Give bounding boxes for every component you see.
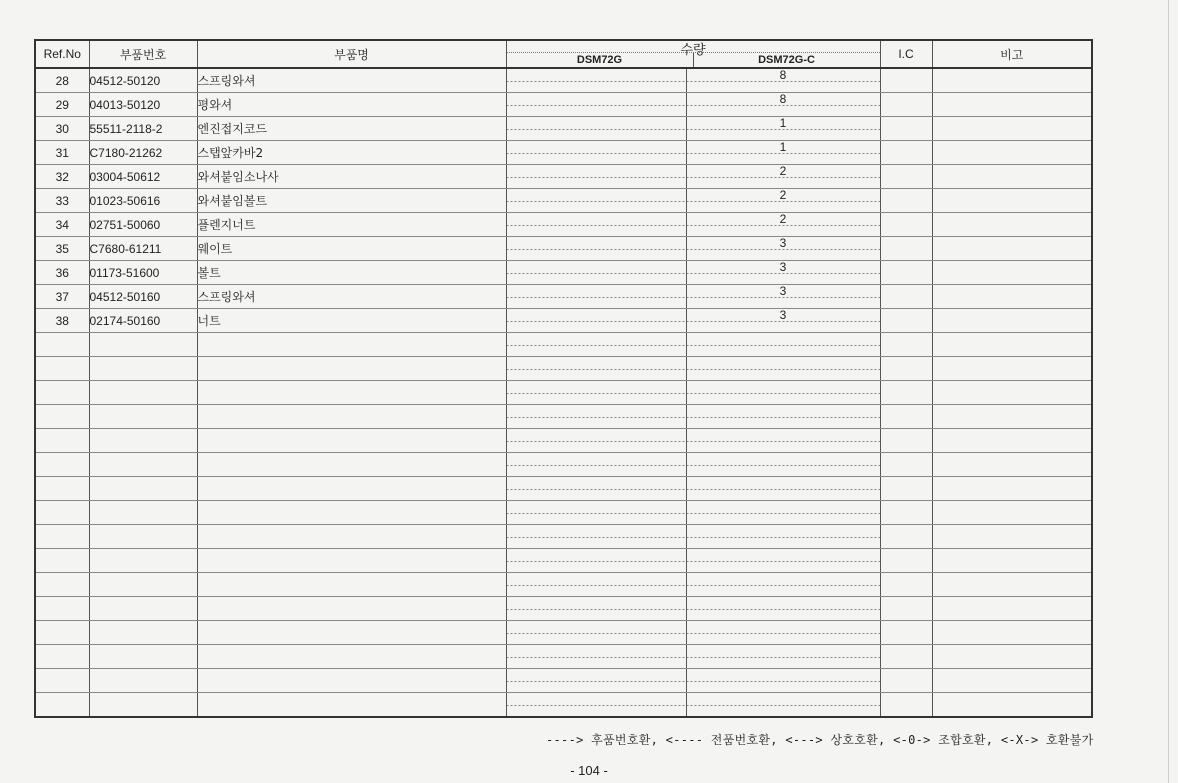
cell-note — [932, 549, 1092, 573]
cell-qty-dsm72g — [506, 429, 686, 453]
cell-ic — [880, 309, 932, 333]
cell-qty-dsm72g — [506, 213, 686, 237]
cell-ref-no: 32 — [35, 165, 89, 189]
cell-qty-dsm72g — [506, 573, 686, 597]
cell-qty-dsm72g — [506, 501, 686, 525]
cell-part-name — [197, 501, 506, 525]
table-row — [35, 693, 1092, 718]
cell-qty-dsm72g-c: 1 — [686, 117, 880, 141]
cell-ref-no — [35, 453, 89, 477]
cell-part-name: 스프링와셔 — [197, 285, 506, 309]
header-quantity-models — [507, 52, 880, 67]
table-row — [35, 405, 1092, 429]
cell-part-number — [89, 549, 197, 573]
cell-ic — [880, 429, 932, 453]
cell-part-name — [197, 525, 506, 549]
cell-qty-dsm72g-c: 3 — [686, 237, 880, 261]
table-row — [35, 261, 1092, 285]
cell-ic — [880, 669, 932, 693]
cell-part-number: C7180-21262 — [89, 141, 197, 165]
cell-part-number: 02751-50060 — [89, 213, 197, 237]
cell-ref-no: 36 — [35, 261, 89, 285]
table-row — [35, 669, 1092, 693]
cell-ic — [880, 357, 932, 381]
cell-qty-dsm72g — [506, 597, 686, 621]
cell-ref-no: 31 — [35, 141, 89, 165]
cell-note — [932, 93, 1092, 117]
header-quantity — [506, 40, 880, 68]
cell-note — [932, 165, 1092, 189]
cell-qty-dsm72g-c — [686, 381, 880, 405]
cell-note — [932, 573, 1092, 597]
cell-qty-dsm72g — [506, 165, 686, 189]
cell-ic — [880, 693, 932, 718]
cell-note — [932, 189, 1092, 213]
cell-ref-no: 28 — [35, 68, 89, 93]
cell-part-name: 웨이트 — [197, 237, 506, 261]
cell-part-name: 와셔붙임볼트 — [197, 189, 506, 213]
cell-ic — [880, 165, 932, 189]
cell-ic — [880, 68, 932, 93]
cell-part-name: 너트 — [197, 309, 506, 333]
cell-qty-dsm72g-c — [686, 429, 880, 453]
cell-part-number — [89, 597, 197, 621]
table-row — [35, 285, 1092, 309]
cell-ref-no — [35, 333, 89, 357]
table-row — [35, 213, 1092, 237]
cell-qty-dsm72g-c: 2 — [686, 213, 880, 237]
cell-ref-no — [35, 405, 89, 429]
cell-part-number — [89, 573, 197, 597]
cell-ref-no — [35, 597, 89, 621]
cell-ic — [880, 237, 932, 261]
cell-ref-no — [35, 621, 89, 645]
cell-ic — [880, 381, 932, 405]
table-row — [35, 597, 1092, 621]
cell-qty-dsm72g — [506, 261, 686, 285]
cell-ref-no — [35, 501, 89, 525]
cell-part-name — [197, 597, 506, 621]
cell-part-number: 02174-50160 — [89, 309, 197, 333]
cell-qty-dsm72g-c: 8 — [686, 93, 880, 117]
cell-qty-dsm72g-c — [686, 453, 880, 477]
cell-ic — [880, 453, 932, 477]
cell-part-number — [89, 429, 197, 453]
table-row — [35, 333, 1092, 357]
cell-part-name — [197, 381, 506, 405]
cell-note — [932, 669, 1092, 693]
cell-qty-dsm72g-c — [686, 669, 880, 693]
cell-qty-dsm72g-c: 8 — [686, 68, 880, 93]
table-row — [35, 93, 1092, 117]
cell-qty-dsm72g-c — [686, 333, 880, 357]
cell-ref-no: 33 — [35, 189, 89, 213]
table-row — [35, 165, 1092, 189]
cell-note — [932, 621, 1092, 645]
header-quantity-label: 수량 — [680, 43, 706, 58]
table-row — [35, 501, 1092, 525]
cell-ic — [880, 549, 932, 573]
cell-note — [932, 501, 1092, 525]
table-row — [35, 141, 1092, 165]
cell-note — [932, 381, 1092, 405]
cell-qty-dsm72g — [506, 693, 686, 718]
table-row — [35, 621, 1092, 645]
cell-note — [932, 645, 1092, 669]
cell-note — [932, 453, 1092, 477]
cell-ref-no: 35 — [35, 237, 89, 261]
header-model-dsm72g-c: DSM72G-C — [693, 53, 880, 67]
cell-part-number — [89, 453, 197, 477]
cell-ic — [880, 117, 932, 141]
cell-qty-dsm72g — [506, 333, 686, 357]
cell-part-name: 플렌지너트 — [197, 213, 506, 237]
cell-ref-no: 29 — [35, 93, 89, 117]
table-row — [35, 357, 1092, 381]
cell-qty-dsm72g — [506, 549, 686, 573]
cell-part-number — [89, 693, 197, 718]
table-row — [35, 645, 1092, 669]
cell-note — [932, 429, 1092, 453]
header-model-dsm72g: DSM72G — [576, 54, 623, 66]
cell-ic — [880, 525, 932, 549]
cell-note — [932, 405, 1092, 429]
cell-qty-dsm72g-c — [686, 573, 880, 597]
cell-ic — [880, 405, 932, 429]
cell-ic — [880, 573, 932, 597]
cell-qty-dsm72g-c — [686, 621, 880, 645]
cell-part-name — [197, 693, 506, 718]
cell-qty-dsm72g-c — [686, 477, 880, 501]
table-row — [35, 429, 1092, 453]
table-header-row — [35, 40, 1092, 68]
table-row — [35, 117, 1092, 141]
cell-ref-no — [35, 549, 89, 573]
cell-part-name — [197, 621, 506, 645]
cell-qty-dsm72g — [506, 93, 686, 117]
table-row — [35, 477, 1092, 501]
cell-part-number — [89, 525, 197, 549]
cell-qty-dsm72g-c: 2 — [686, 165, 880, 189]
page-edge-line — [1168, 0, 1169, 783]
cell-part-number — [89, 405, 197, 429]
cell-qty-dsm72g-c — [686, 501, 880, 525]
table-row — [35, 573, 1092, 597]
cell-ic — [880, 645, 932, 669]
table-row — [35, 549, 1092, 573]
cell-part-number — [89, 477, 197, 501]
cell-ic — [880, 501, 932, 525]
cell-qty-dsm72g-c — [686, 525, 880, 549]
cell-note — [932, 261, 1092, 285]
cell-qty-dsm72g — [506, 237, 686, 261]
cell-ic — [880, 213, 932, 237]
cell-note — [932, 333, 1092, 357]
cell-qty-dsm72g — [506, 381, 686, 405]
cell-qty-dsm72g — [506, 117, 686, 141]
cell-part-number — [89, 669, 197, 693]
cell-ic — [880, 189, 932, 213]
cell-qty-dsm72g — [506, 645, 686, 669]
cell-qty-dsm72g — [506, 477, 686, 501]
cell-part-name — [197, 669, 506, 693]
cell-note — [932, 477, 1092, 501]
cell-part-number: 04013-50120 — [89, 93, 197, 117]
table-row — [35, 381, 1092, 405]
cell-part-name — [197, 549, 506, 573]
cell-qty-dsm72g — [506, 405, 686, 429]
cell-part-name: 평와셔 — [197, 93, 506, 117]
cell-part-name — [197, 333, 506, 357]
cell-qty-dsm72g — [506, 68, 686, 93]
cell-ref-no: 30 — [35, 117, 89, 141]
cell-ref-no: 37 — [35, 285, 89, 309]
table-row — [35, 525, 1092, 549]
cell-qty-dsm72g-c: 3 — [686, 261, 880, 285]
cell-part-number — [89, 645, 197, 669]
cell-part-number — [89, 501, 197, 525]
cell-ref-no — [35, 477, 89, 501]
cell-part-name — [197, 429, 506, 453]
table-row — [35, 453, 1092, 477]
cell-part-number — [89, 333, 197, 357]
cell-part-name — [197, 645, 506, 669]
cell-ic — [880, 261, 932, 285]
cell-ic — [880, 621, 932, 645]
page-number: - 104 - — [570, 763, 608, 778]
cell-part-number: 01023-50616 — [89, 189, 197, 213]
cell-qty-dsm72g-c: 1 — [686, 141, 880, 165]
cell-part-name: 엔진접지코드 — [197, 117, 506, 141]
cell-note — [932, 525, 1092, 549]
cell-note — [932, 68, 1092, 93]
cell-qty-dsm72g — [506, 669, 686, 693]
cell-part-number: 04512-50160 — [89, 285, 197, 309]
cell-ic — [880, 477, 932, 501]
cell-note — [932, 309, 1092, 333]
cell-qty-dsm72g — [506, 285, 686, 309]
cell-part-number — [89, 621, 197, 645]
cell-ref-no: 38 — [35, 309, 89, 333]
cell-qty-dsm72g — [506, 189, 686, 213]
cell-qty-dsm72g-c — [686, 693, 880, 718]
cell-qty-dsm72g-c — [686, 549, 880, 573]
table-row — [35, 237, 1092, 261]
cell-note — [932, 237, 1092, 261]
cell-note — [932, 693, 1092, 718]
cell-qty-dsm72g — [506, 621, 686, 645]
cell-part-number: 01173-51600 — [89, 261, 197, 285]
cell-part-number: C7680-61211 — [89, 237, 197, 261]
cell-ref-no — [35, 525, 89, 549]
cell-note — [932, 597, 1092, 621]
cell-qty-dsm72g-c — [686, 357, 880, 381]
cell-ic — [880, 285, 932, 309]
cell-part-name — [197, 357, 506, 381]
cell-part-name — [197, 405, 506, 429]
cell-part-number — [89, 357, 197, 381]
cell-qty-dsm72g-c: 3 — [686, 285, 880, 309]
cell-ref-no — [35, 669, 89, 693]
cell-qty-dsm72g-c: 2 — [686, 189, 880, 213]
cell-part-name: 스탭앞카바2 — [197, 141, 506, 165]
cell-part-name: 와셔붙임소나사 — [197, 165, 506, 189]
table-row — [35, 189, 1092, 213]
header-part-name: 부품명 — [197, 40, 506, 68]
cell-part-name — [197, 477, 506, 501]
table-row — [35, 309, 1092, 333]
cell-note — [932, 141, 1092, 165]
cell-qty-dsm72g — [506, 309, 686, 333]
cell-note — [932, 357, 1092, 381]
cell-part-name — [197, 573, 506, 597]
table-body — [35, 68, 1092, 717]
cell-ref-no — [35, 429, 89, 453]
cell-ic — [880, 333, 932, 357]
cell-note — [932, 213, 1092, 237]
cell-ref-no — [35, 573, 89, 597]
cell-qty-dsm72g — [506, 357, 686, 381]
cell-ic — [880, 597, 932, 621]
cell-qty-dsm72g-c — [686, 597, 880, 621]
cell-ref-no — [35, 357, 89, 381]
parts-table — [34, 39, 1093, 718]
header-ic: I.C — [880, 40, 932, 68]
cell-part-name: 스프링와셔 — [197, 68, 506, 93]
cell-ic — [880, 141, 932, 165]
cell-qty-dsm72g — [506, 453, 686, 477]
cell-part-name: 볼트 — [197, 261, 506, 285]
cell-note — [932, 117, 1092, 141]
cell-ref-no — [35, 645, 89, 669]
header-note: 비고 — [932, 40, 1092, 68]
header-part-number: 부품번호 — [89, 40, 197, 68]
cell-ic — [880, 93, 932, 117]
compatibility-legend: ----> 후품번호환, <---- 전품번호환, <---> 상호호환, <-0-> 조합호환, <-X-> 호환불가 — [546, 733, 1094, 747]
header-ref-no: Ref.No — [35, 40, 89, 68]
cell-part-number: 03004-50612 — [89, 165, 197, 189]
cell-ref-no — [35, 693, 89, 718]
cell-qty-dsm72g-c: 3 — [686, 309, 880, 333]
cell-qty-dsm72g-c — [686, 405, 880, 429]
cell-part-number: 04512-50120 — [89, 68, 197, 93]
cell-qty-dsm72g — [506, 141, 686, 165]
cell-note — [932, 285, 1092, 309]
cell-part-number: 55511-2118-2 — [89, 117, 197, 141]
cell-part-number — [89, 381, 197, 405]
cell-ref-no — [35, 381, 89, 405]
cell-part-name — [197, 453, 506, 477]
cell-qty-dsm72g — [506, 525, 686, 549]
cell-qty-dsm72g-c — [686, 645, 880, 669]
table-row — [35, 68, 1092, 93]
cell-ref-no: 34 — [35, 213, 89, 237]
